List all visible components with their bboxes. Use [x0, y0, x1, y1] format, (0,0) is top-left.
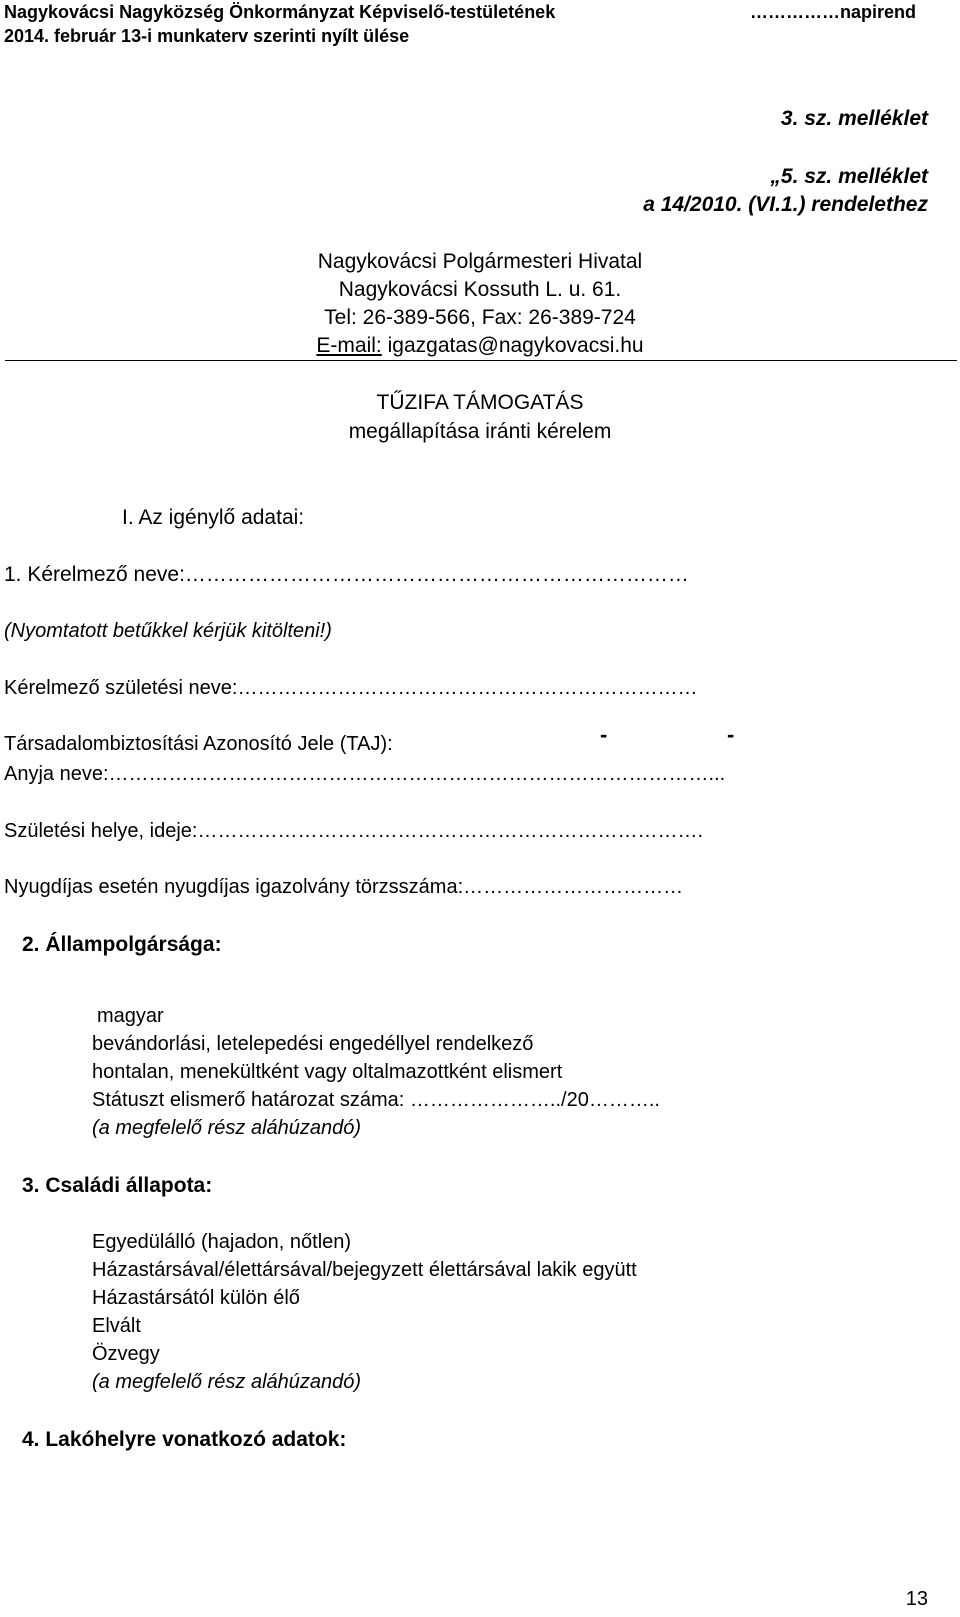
citizenship-option-immigrant[interactable]: bevándorlási, letelepedési engedéllyel rendelkező: [92, 1033, 534, 1055]
marital-option-single[interactable]: Egyedülálló (hajadon, nőtlen): [92, 1231, 352, 1253]
office-name: Nagykovácsi Polgármesteri Hivatal: [317, 250, 643, 273]
field-mother-name[interactable]: Anyja neve:………………………………………………………………………………...: [4, 763, 726, 785]
citizenship-option-hungarian[interactable]: magyar: [97, 1005, 164, 1027]
section-3-heading: 3. Családi állapota:: [22, 1174, 213, 1197]
header-org-line: Nagykovácsi Nagyközség Önkormányzat Képviselő-testületének: [4, 2, 556, 22]
office-email-line: [180, 334, 780, 358]
section-4-heading: 4. Lakóhelyre vonatkozó adatok:: [22, 1428, 347, 1451]
email-address[interactable]: igazgatas@nagykovacsi.hu: [387, 334, 644, 357]
email-label: E-mail:: [316, 334, 382, 357]
field-birthplace-date[interactable]: Születési helye, ideje:………………………………………………………………….: [4, 820, 704, 842]
form-title: TŰZIFA TÁMOGATÁS: [376, 391, 584, 414]
taj-separator-1: -: [600, 722, 608, 747]
page-number: 13: [905, 1588, 928, 1610]
taj-separator-2: -: [727, 722, 735, 747]
header-meeting-line: 2014. február 13-i munkaterv szerinti nyílt ülése: [4, 26, 410, 46]
marital-option-separated[interactable]: Házastársától külön élő: [92, 1287, 300, 1309]
annex-5-label: „5. sz. melléklet: [770, 165, 928, 188]
citizenship-option-refugee[interactable]: hontalan, menekültként vagy oltalmazottként elismert: [92, 1061, 563, 1083]
office-address: Nagykovácsi Kossuth L. u. 61.: [338, 278, 622, 301]
underline-note: (a megfelelő rész aláhúzandó): [92, 1371, 362, 1393]
annex-3-label: 3. sz. melléklet: [780, 107, 928, 130]
field-pension-number[interactable]: Nyugdíjas esetén nyugdíjas igazolvány törzsszáma:……………………………: [4, 876, 684, 898]
decree-reference: a 14/2010. (VI.1.) rendelethez: [643, 193, 928, 216]
header-napirend: ……………napirend: [749, 2, 916, 22]
note-capitals: (Nyomtatott betűkkel kérjük kitölteni!): [4, 620, 332, 642]
office-phone-fax: Tel: 26-389-566, Fax: 26-389-724: [324, 306, 636, 329]
field-taj[interactable]: Társadalombiztosítási Azonosító Jele (TAJ):: [4, 733, 393, 755]
section-1-heading: I. Az igénylő adatai:: [122, 506, 305, 529]
marital-option-divorced[interactable]: Elvált: [92, 1315, 141, 1337]
underline-note: (a megfelelő rész aláhúzandó): [92, 1117, 362, 1139]
form-subtitle: megállapítása iránti kérelem: [348, 420, 612, 443]
status-decision-number[interactable]: Státuszt elismerő határozat száma: …………………../20………..: [92, 1089, 660, 1111]
marital-option-widowed[interactable]: Özvegy: [92, 1343, 160, 1365]
header-divider: [5, 360, 957, 361]
section-2-heading: 2. Állampolgársága:: [22, 933, 222, 956]
marital-option-married[interactable]: Házastársával/élettársával/bejegyzett élettársával lakik együtt: [92, 1259, 637, 1281]
field-birth-name[interactable]: Kérelmező születési neve:……………………………………………………………: [4, 677, 698, 699]
field-applicant-name[interactable]: 1. Kérelmező neve:………………………………………………………………: [4, 563, 689, 586]
